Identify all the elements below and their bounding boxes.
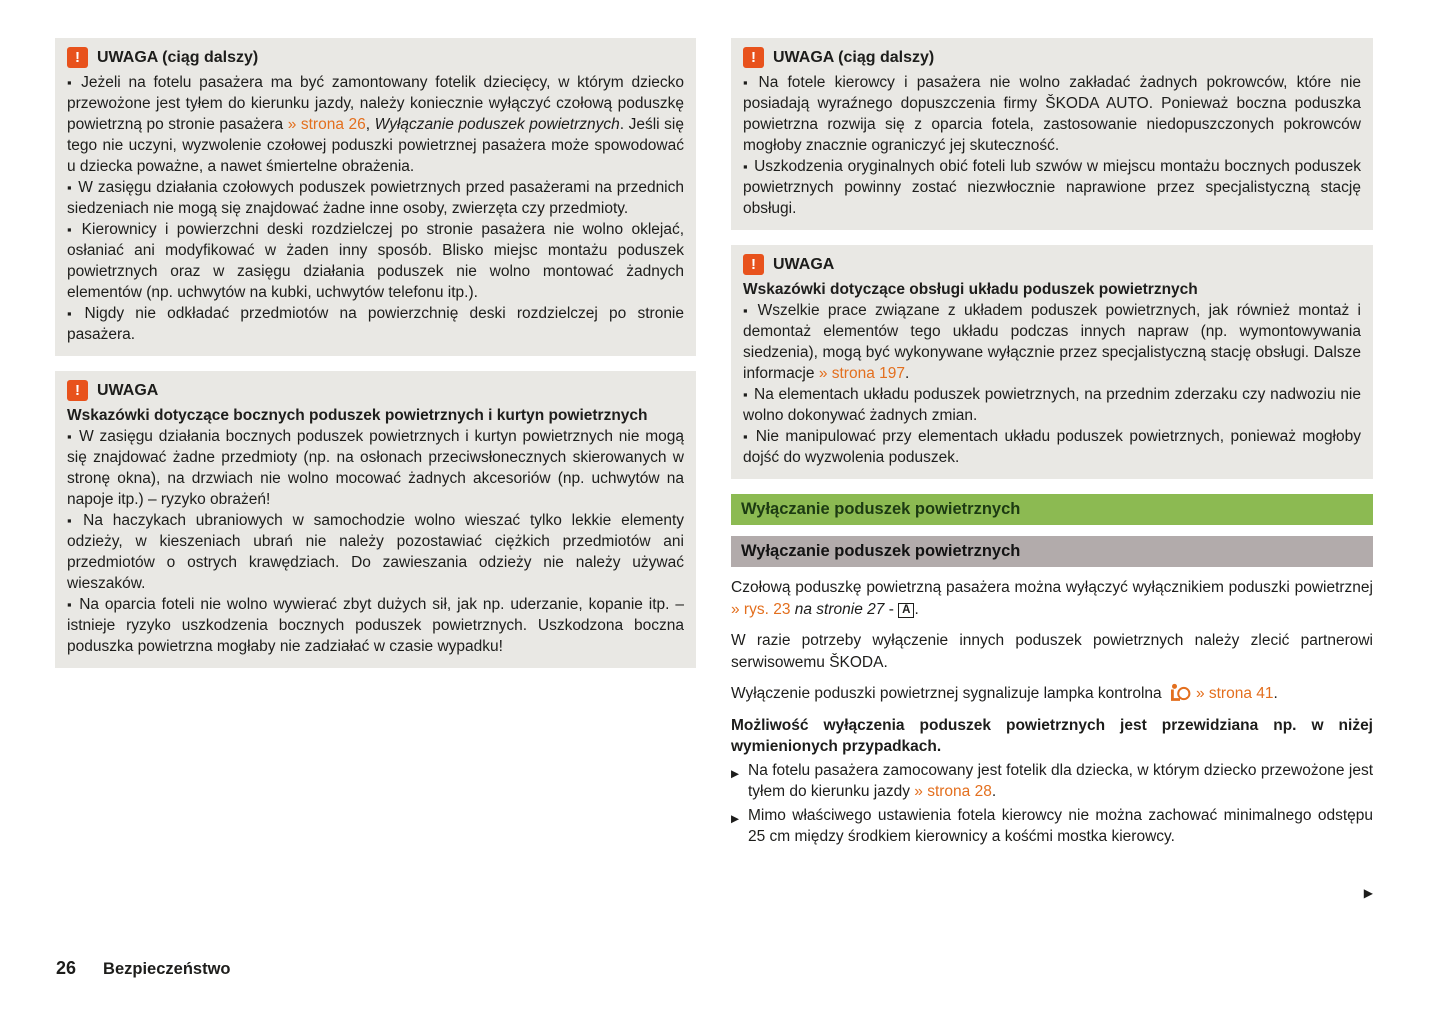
page-footer xyxy=(56,958,230,979)
paragraph-disable-passenger-airbag xyxy=(731,577,1373,620)
warning-icon: ! xyxy=(67,380,88,401)
right-column xyxy=(731,38,1373,848)
left-column xyxy=(55,38,696,683)
text-segment: Na fotele kierowcy i pasażera nie wolno zakładać żadnych pokrowców, które nie posiadają wyraźnego dopuszczenia firmy ŠKODA AUTO. Ponieważ boczna poduszka powietrzna rozwija się z oparcia fotela, zastosowanie niedopuszczonych pokrowców mogłoby znacznie ograniczyć jej skuteczność. xyxy=(743,74,1362,154)
text-segment: . xyxy=(914,600,919,618)
warning-header xyxy=(67,380,684,401)
cross-reference-link[interactable]: » strona 28 xyxy=(914,783,992,800)
warning-item-text xyxy=(743,386,1361,424)
text-segment: W zasięgu działania bocznych poduszek powietrznych i kurtyn powietrznych nie mogą się znajdować żadne przedmioty (np. na osłonach przeciwsłonecznych skierowanych w stronę okna), na drzwiach nie wolno mocować żadnych akcesoriów (np. uchwytów na napoje itp.) – ryzyko obrażeń! xyxy=(67,428,684,508)
text-segment: , xyxy=(365,116,375,133)
square-bullet-icon: ▪ xyxy=(67,222,76,237)
warning-item-text xyxy=(67,221,684,301)
warning-item xyxy=(67,219,684,303)
cross-reference-link[interactable]: » strona 26 xyxy=(287,116,366,133)
square-bullet-icon: ▪ xyxy=(743,75,753,90)
text-segment: . xyxy=(1273,685,1278,702)
warning-box-continued-right xyxy=(731,38,1373,230)
square-bullet-icon: ▪ xyxy=(67,180,73,195)
page-continuation-arrow-icon: ▶ xyxy=(1363,886,1373,900)
cross-reference-link[interactable]: » rys. 23 xyxy=(731,600,791,618)
warning-subtitle: Wskazówki dotyczące obsługi układu poduszek powietrznych xyxy=(743,281,1198,298)
warning-item-text xyxy=(67,74,684,175)
cross-reference-link[interactable]: » strona 41 xyxy=(1195,685,1274,702)
warning-item xyxy=(67,72,684,177)
text-segment: Kierownicy i powierzchni deski rozdzielczej po stronie pasażera nie wolno oklejać, osłaniać ani modyfikować w żaden inny sposób. Blisko miejsc montażu poduszek powietrznych oraz w zasięgu działania poduszek nie wolno montować żadnych elementów (np. uchwytów na kubki, uchwytów telefonu itp.). xyxy=(67,221,684,301)
paragraph-text xyxy=(731,579,1373,618)
cross-reference-link[interactable]: » strona 197 xyxy=(818,365,905,382)
warning-title: UWAGA (ciąg dalszy) xyxy=(773,48,935,66)
warning-item xyxy=(67,177,684,219)
case-list-item-text xyxy=(748,807,1373,846)
warning-icon: ! xyxy=(743,47,764,68)
square-bullet-icon: ▪ xyxy=(67,597,74,612)
square-bullet-icon: ▪ xyxy=(743,159,749,174)
warning-item-text xyxy=(743,158,1361,217)
paragraph-warning-lamp xyxy=(731,683,1373,705)
warning-item xyxy=(743,156,1361,219)
text-segment: W razie potrzeby wyłączenie innych poduszek powietrznych należy zlecić partnerowi serwisowemu ŠKODA. xyxy=(731,632,1373,671)
warning-box-side-airbags xyxy=(55,371,696,668)
square-bullet-icon: ▪ xyxy=(743,303,752,318)
boxed-letter-label: A xyxy=(898,603,914,618)
triangle-bullet-icon: ▶ xyxy=(731,767,740,780)
warning-item-text xyxy=(67,428,684,508)
text-segment: . xyxy=(991,783,997,800)
text-segment: Na elementach układu poduszek powietrznych, na przednim zderzaku czy nadwoziu nie wolno dokonywać żadnych zmian. xyxy=(743,386,1361,424)
section-header-text: Wyłączanie poduszek powietrznych xyxy=(741,500,1021,518)
warning-title: UWAGA (ciąg dalszy) xyxy=(97,48,259,66)
paragraph-text xyxy=(731,685,1166,702)
section-header-green xyxy=(731,494,1373,525)
square-bullet-icon: ▪ xyxy=(743,429,750,444)
paragraph-other-airbags xyxy=(731,630,1373,673)
warning-item xyxy=(743,384,1361,426)
warning-item xyxy=(743,426,1361,468)
warning-title: UWAGA xyxy=(97,381,159,399)
text-segment: na stronie 27 xyxy=(790,600,885,618)
warning-item xyxy=(743,72,1361,156)
case-list-item xyxy=(731,760,1373,803)
text-segment: . Jeśli się tego nie uczyni, wyzwolenie czołowej poduszki powietrznej pasażera może spowodować u dziecka poważne, a nawet śmiertelne obrażenia. xyxy=(67,116,684,175)
square-bullet-icon: ▪ xyxy=(67,75,76,90)
warning-title: UWAGA xyxy=(773,255,835,273)
warning-icon: ! xyxy=(67,47,88,68)
text-segment: Na oparcia foteli nie wolno wywierać zbyt dużych sił, jak np. uderzanie, kopanie itp. – istnieje ryzyko uszkodzenia bocznych poduszek powietrznych. Uszkodzona boczna poduszka powietrzna mogłaby nie zadziałać w czasie wypadku! xyxy=(67,596,685,655)
warning-item xyxy=(67,303,684,345)
text-segment: Na haczykach ubraniowych w samochodzie wolno wieszać tylko lekkie elementy odzieży, w kieszeniach ubrań nie należy pozostawiać ciężkich przedmiotów ani przedmiotów o ostrych krawędziach. Do zawieszania odzieży nie należy używać wieszaków. xyxy=(67,512,685,592)
text-segment: Na fotelu pasażera zamocowany jest fotelik dla dziecka, w którym dziecko przewożone jest tyłem do kierunku jazdy xyxy=(748,761,1373,800)
text-segment: . xyxy=(905,365,910,382)
text-segment: Czołową poduszkę powietrzną pasażera można wyłączyć wyłącznikiem poduszki powietrznej xyxy=(731,579,1373,596)
warning-subtitle: Wskazówki dotyczące bocznych poduszek powietrznych i kurtyn powietrznych xyxy=(67,407,648,424)
text-segment: Wyłączanie poduszek powietrznych xyxy=(374,116,620,133)
case-list-item-text xyxy=(748,762,1373,801)
warning-item xyxy=(67,426,684,510)
warning-header xyxy=(743,254,1361,275)
warning-item-text xyxy=(67,179,684,217)
warning-item-text xyxy=(67,596,684,655)
triangle-bullet-icon: ▶ xyxy=(731,812,740,825)
warning-item xyxy=(67,510,684,594)
text-segment: Wyłączenie poduszki powietrznej sygnalizuje lampka kontrolna xyxy=(731,685,1166,702)
warning-item-text xyxy=(743,74,1361,154)
square-bullet-icon: ▪ xyxy=(67,306,79,321)
subsection-header-text: Wyłączanie poduszek powietrznych xyxy=(741,542,1021,560)
warning-item-text xyxy=(743,428,1361,466)
square-bullet-icon: ▪ xyxy=(743,387,748,402)
warning-box-airbag-system xyxy=(731,245,1373,479)
subsection-header-gray xyxy=(731,536,1373,567)
page-number: 26 xyxy=(56,958,77,978)
text-segment: Nigdy nie odkładać przedmiotów na powierzchnię deski rozdzielczej po stronie pasażera. xyxy=(67,305,684,343)
text-segment: W zasięgu działania czołowych poduszek powietrznych przed pasażerami na przednich siedzeniach nie mogą się znajdować żadne inne osoby, zwierzęta czy przedmioty. xyxy=(67,179,684,217)
text-segment: - xyxy=(884,600,899,618)
warning-item-text xyxy=(743,302,1361,382)
text-segment: Mimo właściwego ustawienia fotela kierowcy nie można zachować minimalnego odstępu 25 cm między środkiem kierownicy a kośćmi mostka kierowcy. xyxy=(748,806,1373,845)
footer-section-title: Bezpieczeństwo xyxy=(103,960,231,978)
text-segment: Jeżeli na fotelu pasażera ma być zamontowany fotelik dziecięcy, w którym dziecko przewożone jest tyłem do kierunku jazdy, należy koniecznie wyłączyć czołową poduszkę powietrzną po stronie pasażera xyxy=(67,74,684,133)
case-list-item xyxy=(731,805,1373,848)
text-segment: Wszelkie prace związane z układem poduszek powietrznych, jak również montaż i demontaż elementów tego układu podczas innych napraw (np. wymontowywania siedzenia), mogą być wykonywane wyłącznie przez specjalistyczną stację obsługi. Dalsze informacje xyxy=(743,302,1361,382)
paragraph-text xyxy=(731,632,1373,671)
warning-item xyxy=(743,300,1361,384)
warning-header xyxy=(743,47,1361,68)
warning-header xyxy=(67,47,684,68)
paragraph-cases-heading: Możliwość wyłączenia poduszek powietrznych jest przewidziana np. w niżej wymienionych przypadkach. xyxy=(731,716,1373,755)
warning-item xyxy=(67,594,684,657)
warning-item-text xyxy=(67,305,684,343)
text-segment: Uszkodzenia oryginalnych obić foteli lub szwów w miejscu montażu bocznych poduszek powietrznych powinny zostać niezwłocznie naprawione przez specjalistyczną stację obsługi. xyxy=(743,158,1362,217)
text-segment: Nie manipulować przy elementach układu poduszek powietrznych, ponieważ mogłoby dojść do wyzwolenia poduszek. xyxy=(743,428,1361,466)
airbag-warning-lamp-icon xyxy=(1169,683,1193,702)
warning-item-text xyxy=(67,512,684,592)
warning-box-continued-left xyxy=(55,38,696,356)
warning-icon: ! xyxy=(743,254,764,275)
paragraph-text xyxy=(1196,685,1278,702)
square-bullet-icon: ▪ xyxy=(67,429,74,444)
square-bullet-icon: ▪ xyxy=(67,513,78,528)
